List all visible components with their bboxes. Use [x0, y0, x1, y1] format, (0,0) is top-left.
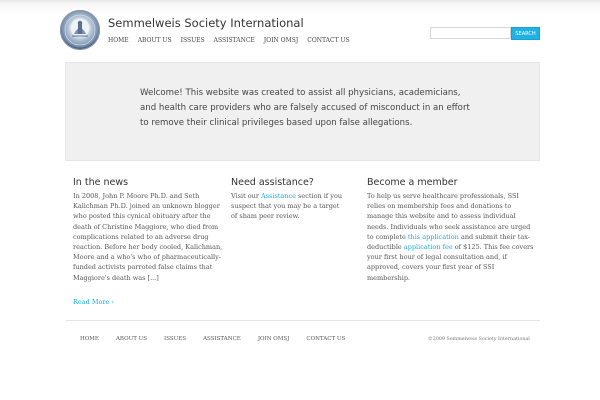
assistance-link[interactable]: Assistance	[261, 192, 296, 200]
application-link[interactable]: this application	[407, 232, 459, 241]
nav-item-issues[interactable]: ISSUES	[180, 37, 205, 44]
assistance-heading: Need assistance?	[231, 177, 314, 188]
society-seal-logo[interactable]	[60, 10, 100, 50]
footer-nav-home[interactable]: HOME	[80, 336, 99, 342]
welcome-banner	[65, 62, 540, 161]
nav-item-join-omsj[interactable]: JOIN OMSJ	[263, 37, 299, 44]
footer-nav-about-us[interactable]: ABOUT US	[115, 336, 148, 342]
footer-nav-issues[interactable]: ISSUES	[164, 336, 187, 342]
news-heading: In the news	[73, 177, 129, 188]
footer-nav-join-omsj[interactable]: JOIN OMSJ	[257, 336, 290, 342]
member-text-1: To help us serve healthcare professionals, SSI relies on membership fees and donations to manage this website and to assess individual needs. Individuals who seek assistance are urged to complete	[367, 192, 531, 241]
news-body: In 2008, John P. Moore Ph.D. and Seth Kalichman Ph.D. joined an unknown blogger who posted this cynical obituary after the death of Christine Maggiore, who died from complications related to an adverse drug reaction. Before her body cooled, Kalichman, Moore and a who's who of pharmaceutically-funded activists parroted false claims that Maggiore's death was [...]	[73, 192, 223, 282]
search-input[interactable]	[430, 27, 511, 39]
footer-nav	[80, 336, 345, 342]
assistance-section	[231, 177, 346, 222]
read-more-link[interactable]: Read More ›	[73, 298, 115, 306]
copyright-text: ©2009 Semmelweis Society International	[428, 337, 530, 342]
nav-item-about-us[interactable]: ABOUT US	[137, 37, 172, 44]
site-title[interactable]: Semmelweis Society International	[108, 16, 304, 30]
nav-item-home[interactable]: HOME	[108, 37, 129, 44]
search-button[interactable]: SEARCH	[511, 27, 540, 40]
news-section	[73, 177, 223, 283]
main-nav	[108, 37, 350, 44]
footer-divider	[66, 320, 540, 321]
seal-emblem-icon	[60, 10, 100, 50]
nav-item-contact-us[interactable]: CONTACT US	[307, 37, 350, 44]
header	[0, 0, 600, 62]
welcome-text: Welcome! This website was created to assist all physicians, academicians, and health care providers who are falsely accused of misconduct in an effort to remove their clinical privileges based upon false allegations.	[140, 88, 470, 128]
member-section	[367, 177, 535, 283]
member-text-2: and submit their tax-deductible	[367, 232, 530, 252]
footer-nav-assistance[interactable]: ASSISTANCE	[203, 336, 241, 342]
member-heading: Become a member	[367, 177, 458, 188]
assistance-text-before: Visit our	[231, 192, 262, 200]
member-text-3: of $125. This fee covers your first hour of legal consultation and, if approved, covers your first year of SSI membership.	[367, 243, 534, 282]
footer-nav-contact-us[interactable]: CONTACT US	[306, 336, 346, 342]
assistance-text-after: section if you suspect that you may be a target of sham peer review.	[231, 192, 343, 221]
application-fee-link[interactable]: application fee	[403, 243, 453, 252]
nav-item-assistance[interactable]: ASSISTANCE	[213, 37, 255, 44]
member-text	[367, 191, 535, 283]
assistance-text	[231, 191, 346, 222]
